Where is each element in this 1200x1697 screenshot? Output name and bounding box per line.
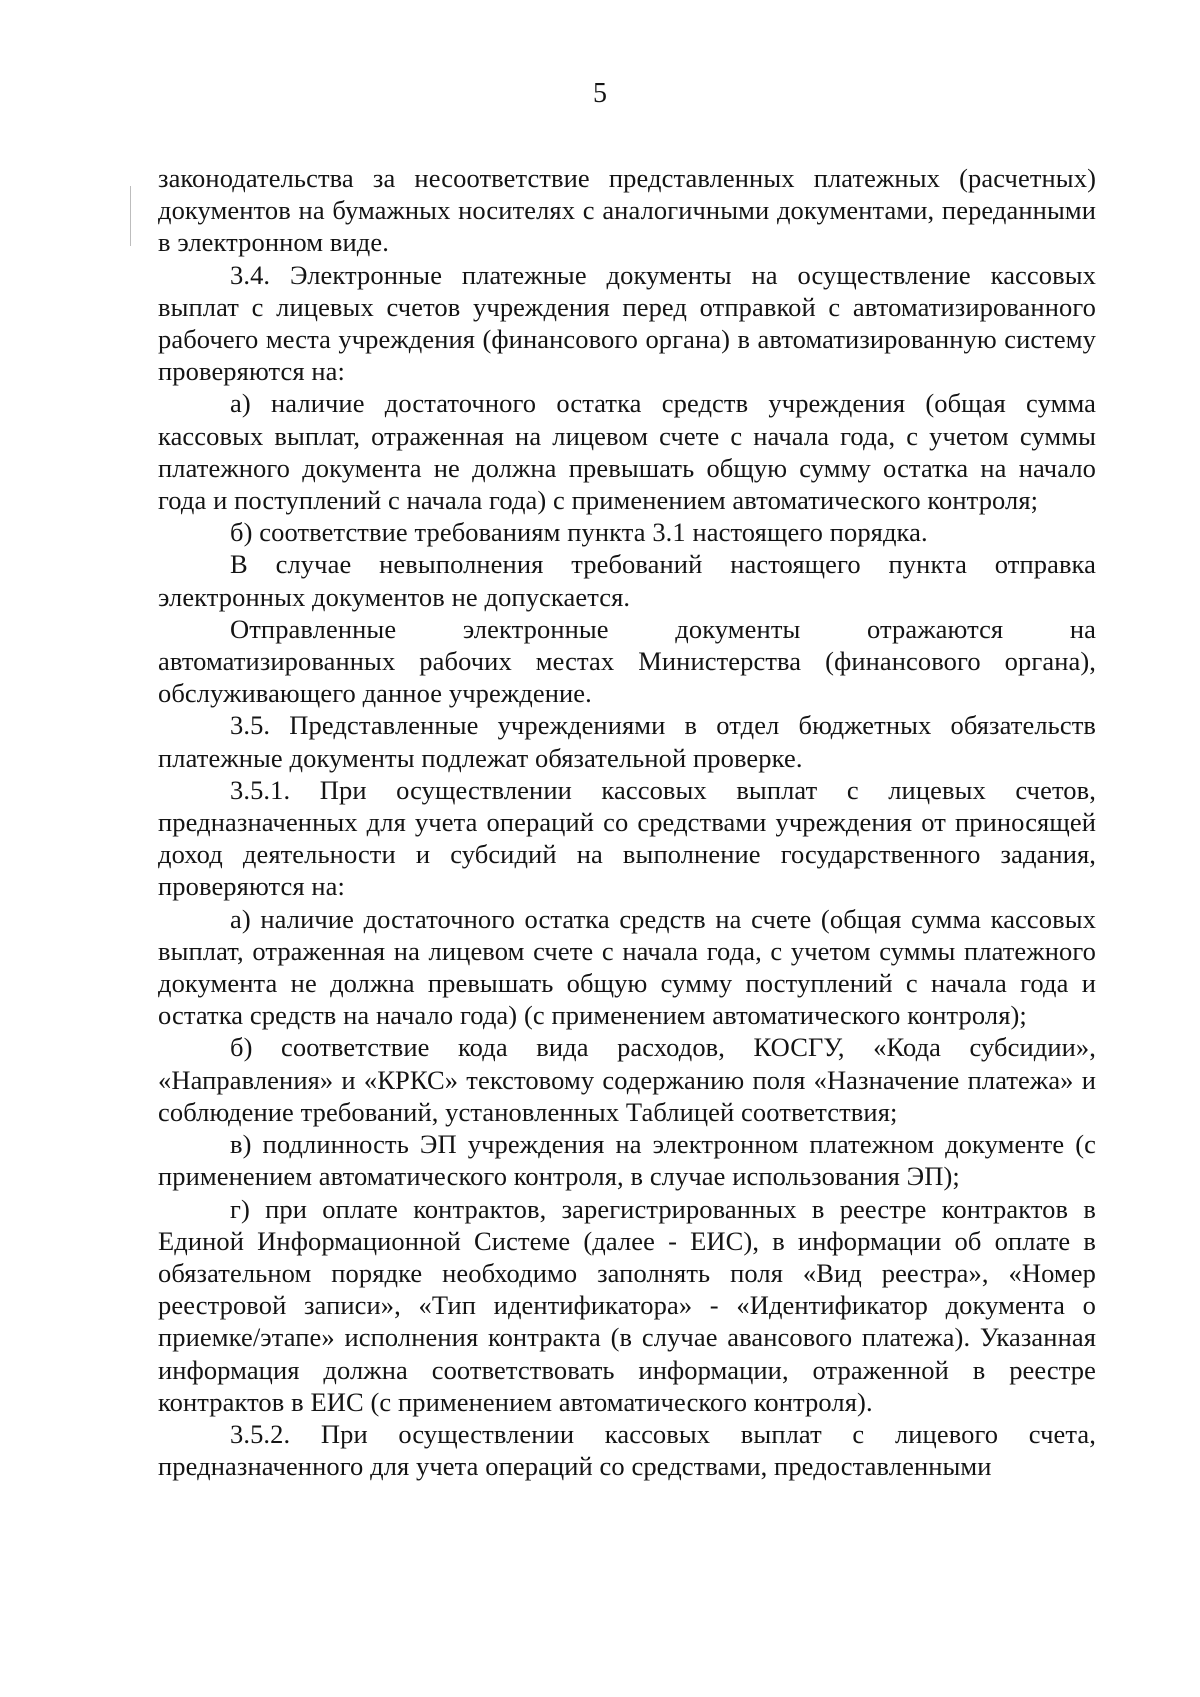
paragraph-3-5-1-a: а) наличие достаточного остатка средств на счете (общая сумма кассовых выплат, отраженная на лицевом счете с начала года, с учетом суммы платежного документа не должна превышать общую сумму поступлений с начала года и остатка средств на начало года) (с применением автоматического контроля);	[158, 903, 1096, 1031]
page-number: 5	[593, 78, 607, 109]
paragraph-3-4: 3.4. Электронные платежные документы на осуществление кассовых выплат с лицевых счетов учреждения перед отправкой с автоматизированного рабочего места учреждения (финансового органа) в автоматизированную систему проверяются на:	[158, 259, 1096, 387]
margin-mark	[130, 186, 131, 246]
paragraph-continuation: законодательства за несоответствие представленных платежных (расчетных) документов на бумажных носителях с аналогичными документами, переданными в электронном виде.	[158, 163, 1096, 258]
paragraph-3-5-1-g: г) при оплате контрактов, зарегистрированных в реестре контрактов в Единой Информационной Системе (далее - ЕИС), в информации об оплате в обязательном порядке необходимо заполнять поля «Вид реестра», «Номер реестровой записи», «Тип идентификатора» - «Идентификатор документа о приемке/этапе» исполнения контракта (в случае авансового платежа). Указанная информация должна соответствовать информации, отраженной в реестре контрактов в ЕИС (с применением автоматического контроля).	[158, 1193, 1096, 1417]
paragraph-3-5: 3.5. Представленные учреждениями в отдел бюджетных обязательств платежные документы подлежат обязательной проверке.	[158, 710, 1096, 773]
paragraph-3-5-2: 3.5.2. При осуществлении кассовых выплат с лицевого счета, предназначенного для учета операций со средствами, предоставленными	[158, 1418, 1096, 1482]
paragraph-3-4-sent: Отправленные электронные документы отражаются на автоматизированных рабочих местах Министерства (финансового органа), обслуживающего данное учреждение.	[158, 613, 1096, 709]
paragraph-3-5-1-b: б) соответствие кода вида расходов, КОСГУ, «Кода субсидии», «Направления» и «КРКС» текстовому содержанию поля «Назначение платежа» и соблюдение требований, установленных Таблицей соответствия;	[158, 1032, 1096, 1127]
paragraph-3-5-1: 3.5.1. При осуществлении кассовых выплат с лицевых счетов, предназначенных для учета операций со средствами учреждения от приносящей доход деятельности и субсидий на выполнение государственного задания, проверяются на:	[158, 774, 1096, 902]
paragraph-3-4-failure: В случае невыполнения требований настоящего пункта отправка электронных документов не допускается.	[158, 549, 1096, 612]
paragraph-3-4-b: б) соответствие требованиям пункта 3.1 настоящего порядка.	[230, 517, 928, 548]
paragraph-3-5-1-v: в) подлинность ЭП учреждения на электронном платежном документе (с применением автоматического контроля, в случае использования ЭП);	[158, 1129, 1096, 1192]
document-body	[158, 162, 1096, 1482]
paragraph-3-4-a: а) наличие достаточного остатка средств учреждения (общая сумма кассовых выплат, отраженная на лицевом счете с начала года, с учетом суммы платежного документа не должна превышать общую сумму остатка на начало года и поступлений с начала года) с применением автоматического контроля;	[158, 388, 1096, 516]
